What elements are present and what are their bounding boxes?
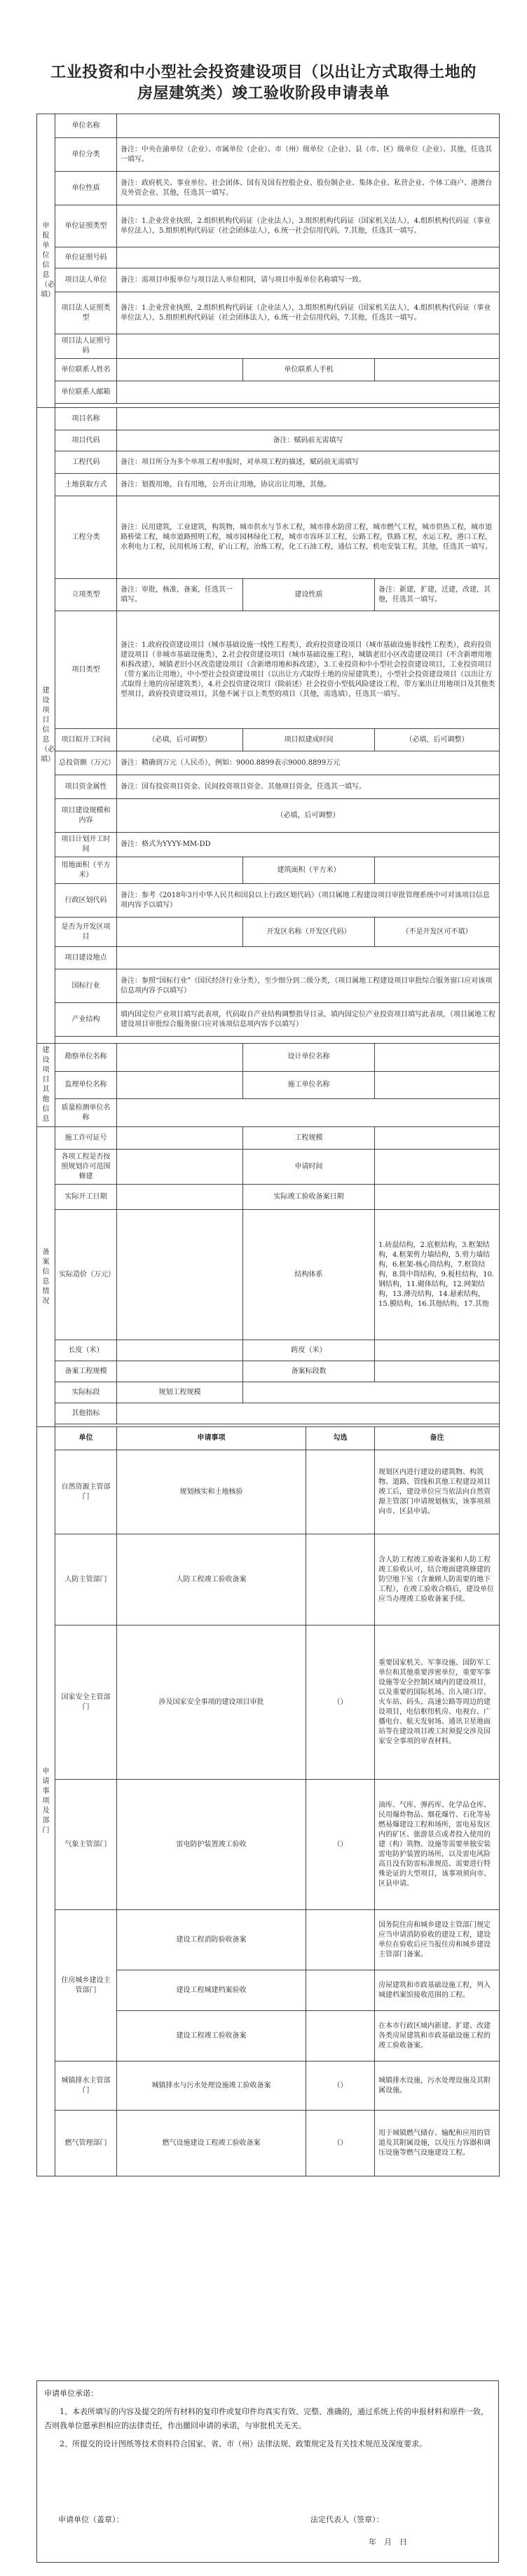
- promise-item-1: 1、本表所填写的内容及提交的所有材料的复印件或复印件均真实有效、完整、准确的，通过系统上传的申报材料和原件一致，否则我单位愿承担相应的法律责任，作出撤回申请的承诺，与审批机关无关。: [44, 2407, 488, 2430]
- structure-note[interactable]: 1.砖混结构，2.底框结构，3.框架结构，4.框架剪力墙结构，5.剪力墙结构，6.框架-核心筒结构，7.框筒结构，8.筒中筒结构，9.板柱结构，10.钢结构，11.砌体结构，12.网架结构，13.薄壳结构，14.悬索结构，15.膜结构，16.其他结构，17.其他: [375, 1210, 500, 1340]
- matter-remark: 房屋建筑和市政基础设施工程，列入城建档案馆接收范围的工程。: [375, 1970, 500, 2011]
- project-code-note[interactable]: 备注：赋码前无需填写: [117, 430, 500, 451]
- matter-remark: 重要国家机关、军事设施、国防军工单位和其他重要涉密单位，重要军事设施等安全控制区域内的建设项目，以及重要的国际机场、出入境口岸、火车站、码头、高速公路等周边的建设项目，电信枢纽机房、电视台、广播电台、航天发射场、通讯卫星地面站等在建设项目竣工时须提交涉及国家安全事项的审查材料。: [375, 1626, 500, 1780]
- finish-acc-field[interactable]: [375, 1185, 500, 1210]
- section-applicant: 申报单位信息（必填）: [37, 114, 55, 408]
- work-type-label: 工程分类: [55, 496, 117, 579]
- promise-heading: 申请单位承诺：: [44, 2389, 98, 2398]
- matter-unit: 国家安全主管部门: [55, 1626, 117, 1780]
- scale-label: 项目建设规模和内容: [55, 799, 117, 833]
- contact-email-label: 单位联系人邮箱: [55, 381, 117, 404]
- section-matters: 申请事项及部门: [37, 1427, 55, 2176]
- proj-type-label: 项目类型: [55, 611, 117, 729]
- quality-label: 质量检测单位名称: [55, 1099, 117, 1127]
- matter-item: 城镇排水与污水处理设施竣工验收备案: [117, 2062, 306, 2111]
- project-name-label: 项目名称: [55, 408, 117, 430]
- invest-label: 总投资额（万元）: [55, 751, 117, 775]
- legal-person-note[interactable]: 备注：需项目申报单位与项目法人单位相同，请与项目申报单位名称填写一致。: [117, 268, 500, 292]
- industry-label: 国标行业: [55, 969, 117, 1003]
- matter-item: 人防工程竣工验收备案: [117, 1534, 306, 1626]
- supervise-field[interactable]: [117, 1071, 243, 1099]
- matter-tick[interactable]: [306, 1970, 375, 2011]
- form-title: 工业投资和中小型社会投资建设项目（以出让方式取得土地的房屋建筑类）竣工验收阶段申请表单: [50, 63, 477, 102]
- rep-sign-label: 法定代表人（签章）：: [310, 2515, 384, 2524]
- length-field[interactable]: [117, 1340, 243, 1361]
- work-scale-field[interactable]: [375, 1127, 500, 1150]
- fund-source-label: 项目资金属性: [55, 775, 117, 799]
- matter-unit: 燃气管理部门: [55, 2111, 117, 2176]
- promise-box: [36, 2380, 499, 2563]
- plan-date-note[interactable]: 备注：格式为YYYY-MM-DD: [117, 833, 500, 857]
- industry-struct-note[interactable]: 填内国定位产业项目填写此表项，代码取自产业结构调整指导目录，填内国定位产业投资项目填写此表项，（项目属地工程建设项目审批综合服务窗口应对该项信息项内容予以填写）: [117, 1003, 500, 1037]
- matter-item: 涉及国家安全事项的建设项目审批: [117, 1626, 306, 1780]
- address-field[interactable]: [117, 947, 500, 969]
- cert-type-note[interactable]: 备注：1.企业营业执照，2.组织机构代码证（企业法人），3.组织机构代码证（国家机关法人），4.组织机构代码证（事业单位法人），5.组织机构代码证（社会团体法人），6.统一社会信用代码，7.其他，任选其一填写。: [117, 205, 500, 247]
- work-scale-label: 工程规模: [243, 1127, 375, 1150]
- cert-no-field[interactable]: [117, 247, 500, 268]
- matter-remark: 在本市行政区域内新建、扩建、改建各类房屋建筑和市政基础设施工程的竣工验收备案。: [375, 2011, 500, 2062]
- lp-cert-no-field[interactable]: [117, 334, 500, 359]
- contact-phone-label: 单位联系人手机: [243, 359, 375, 381]
- matter-tick[interactable]: （）: [306, 2111, 375, 2176]
- project-code-label: 项目代码: [55, 430, 117, 451]
- application-form-table: [36, 114, 500, 2176]
- land-mode-note[interactable]: 备注：划拨用地，自有用地，公开出让用地，协议出让用地，其他。: [117, 474, 500, 496]
- matter-tick[interactable]: [306, 1450, 375, 1534]
- region-note[interactable]: 备注：参考《2018年3月中华人民共和国县以上行政区划代码》（项目属地工程建设项目审批管理系统中可对该项目信息项内容予以填写）: [117, 884, 500, 918]
- unit-name-label: 单位名称: [55, 114, 117, 138]
- promise-item-2: 2、所提交的设计图纸等技术资料符合国家、省、市（州）法律法规、政策规定及有关技术规范及深度要求。: [60, 2439, 427, 2448]
- other-label: 其他指标: [55, 1403, 117, 1424]
- plan-end-field[interactable]: （必填，后可调整）: [375, 729, 500, 751]
- quality-field[interactable]: [117, 1099, 500, 1127]
- matter-unit: 城镇排水主管部门: [55, 2062, 117, 2111]
- matter-tick[interactable]: （）: [306, 2062, 375, 2111]
- survey-field[interactable]: [117, 1044, 243, 1072]
- unit-nature-note[interactable]: 备注：政府机关、事业单位、社会团体、国有及国有控股企业、股份制企业、集体企业、私营企业、个体工商户、港澳台及外资企业、其他，任选其一填写。: [117, 172, 500, 205]
- design-field[interactable]: [375, 1044, 500, 1072]
- matter-item: 燃气设施建设工程竣工验收备案: [117, 2111, 306, 2176]
- section-participants: 建设项目其他信息: [37, 1044, 55, 1127]
- unit-type-note[interactable]: 备注：中央在渝单位（企业）、市属单位（企业）、市（州）级单位（企业）、县（市、区）级单位（企业）、其他，任选其一填写。: [117, 138, 500, 172]
- scale-field[interactable]: （必填，后可调整）: [117, 799, 500, 833]
- matter-tick[interactable]: [306, 1534, 375, 1626]
- contact-name-label: 单位联系人姓名: [55, 359, 117, 381]
- section-filing: 备案信息情况: [37, 1127, 55, 1427]
- matter-unit: 自然资源主管部门: [55, 1450, 117, 1534]
- filing-scale-field[interactable]: [117, 1361, 243, 1382]
- plan-end-label: 项目拟建成时间: [243, 729, 375, 751]
- structure-label: 结构体系: [243, 1210, 375, 1340]
- permit-pre-label: 各项工程是否按照规划许可范围修建: [55, 1150, 117, 1185]
- proj-type-note[interactable]: 备注：1.政府投资建设项目（城市基础设施一线性工程类），政府投资建设项目（城市基础设施非线性工程类），政府投资建设项目（非城市基础设施类），2.社会投资建设项目（城市基础设施工程），城镇老旧小区改造建设项目（不含新增用地和拆改建），城镇老旧小区改造建设项目（含新增用地和拆改建），3.工业投资和中小型社会投资建设项目，工业投资项目（带方案出让用地），中小型社会投资建设项目（以出让方式取得土地的房屋建筑类），小型社会投资建设项目（以出让方式取得土地的房屋建筑类），4.社会投资建设项目（除前述）社会投资小型低风险建设工程，带方案出让用地项目及其他类型项目，政府投资建设项目，其他不属于以上类型的项目（其他，需选填），任选其一填写。: [117, 611, 500, 729]
- matters-head-remark: 备注: [375, 1427, 500, 1450]
- dev-zone-label: 是否为开发区项目: [55, 918, 117, 947]
- matter-item: 规划核实和土地核验: [117, 1450, 306, 1534]
- work-type-note[interactable]: 备注：民用建筑，工业建筑，构筑物，城市供水与节水工程，城市排水防涝工程，城市燃气工程，城市供热工程，城市道路桥梁工程，城市道路照明工程，城市园林绿化工程，城市市容环卫工程，公路工程，铁路工程，水运工程，港口工程，水利电力工程，民用机场工程，矿山工程，治炼工程，化工石油工程，通信工程，机电安装工程，其他，任选其一填写。: [117, 496, 500, 579]
- matter-remark: 规划区内进行建设的建筑物、构筑物、道路、管线和其他工程建设项目竣工后，建设单位应当依法向自然资源主管部门申请规划核实，该事项须向市、区县申请。: [375, 1450, 500, 1534]
- build-type-label: 建设性质: [243, 579, 375, 611]
- std-label: 备案标段数: [243, 1361, 375, 1382]
- filing-scale-label: 备案工程规模: [55, 1361, 117, 1382]
- permit-pre-field[interactable]: [117, 1150, 243, 1185]
- span-field[interactable]: [375, 1340, 500, 1361]
- dev-zone-name-label: 开发区名称（开发区代码）: [243, 918, 375, 947]
- legal-person-label: 项目法人单位: [55, 268, 117, 292]
- matter-remark: 用于城镇燃气储存、输配和应用的管道及其附属设施，以及压力容器和调压设施等燃气设施建设工程。: [375, 2111, 500, 2176]
- work-code-note[interactable]: 备注：项目所分为多个单项工程申报时，对单项工程的描述，赋码前无需填写: [117, 451, 500, 474]
- matter-unit: 住房城乡建设主管部门: [55, 1910, 117, 2062]
- construct-label: 施工单位名称: [243, 1071, 375, 1099]
- section-project: 建设项目信息（必填）: [37, 408, 55, 1044]
- matter-remark: 国务院住房和城乡建设主管部门规定应当申请消防验收的建设工程，建设单位在验收后应当报住房和城乡建设主管部门备案。: [375, 1910, 500, 1970]
- matter-unit: 人防主管部门: [55, 1534, 117, 1626]
- finish-time-label: 实际开工日期: [55, 1185, 117, 1210]
- matter-tick[interactable]: （）: [306, 1626, 375, 1780]
- matter-remark: 油库、气库、弹药库、化学品仓库、民用爆炸物品、烟花爆竹、石化等易燃易爆建设工程和场所，雷电易发区内的矿区、旅游景点或者投入使用的建（构）筑物、设施等需要单独安装雷电防护装置的场所，以及雷电风险高且没有防雷标准规范、需要进行特殊论证的大型项目，该事项须向市、区县申请。: [375, 1780, 500, 1910]
- span-label: 跨度（米）: [243, 1340, 375, 1361]
- finish-acc-label: 实际竣工验收备案日期: [243, 1185, 375, 1210]
- contact-email-field[interactable]: [117, 381, 500, 404]
- build-area-label: 建筑面积（平方米）: [243, 857, 375, 884]
- lp-cert-type-note[interactable]: 备注：1.企业营业执照，2.组织机构代码证（企业法人），3.组织机构代码证（国家机关法人），4.组织机构代码证（事业单位法人），5.组织机构代码证（社会团体法人），6.统一社会信用代码，7.其他，任选其一填写。: [117, 292, 500, 334]
- unit-name-field[interactable]: [117, 114, 500, 138]
- apply-time-label: 申请时间: [243, 1150, 375, 1185]
- land-mode-label: 土地获取方式: [55, 474, 117, 496]
- matters-head-unit: 单位: [55, 1427, 117, 1450]
- build-nature-note[interactable]: 备注：审批，核准，备案，任选其一填写。: [117, 579, 243, 611]
- lp-cert-type-label: 项目法人证照类型: [55, 292, 117, 334]
- land-area-field[interactable]: [117, 857, 243, 884]
- unit-type-label: 单位分类: [55, 138, 117, 172]
- build-nature-label: 立项类型: [55, 579, 117, 611]
- construct-field[interactable]: [375, 1071, 500, 1099]
- matter-remark: 含人防工程竣工验收备案和人防工程竣工验收认可，结合地面建筑修建的防空地下室（含兼顾人防需要的地下工程），在竣工验收合格后，建设单位应当办理竣工验收备案手续。: [375, 1534, 500, 1626]
- matter-remark: 城镇排水设施，污水处理设施及其附属设施。: [375, 2062, 500, 2111]
- matters-head-item: 申请事项: [117, 1427, 306, 1450]
- supervise-label: 监理单位名称: [55, 1071, 117, 1099]
- permit-no-label: 施工许可证号: [55, 1127, 117, 1150]
- build-area-field[interactable]: [375, 857, 500, 884]
- work-code-label: 工程代码: [55, 451, 117, 474]
- matter-tick[interactable]: [306, 1910, 375, 1970]
- address-label: 项目建设地点: [55, 947, 117, 969]
- region-label: 行政区划代码: [55, 884, 117, 918]
- contact-phone-field[interactable]: [375, 359, 500, 381]
- project-name-field[interactable]: [117, 408, 500, 430]
- matter-tick[interactable]: （）: [306, 1780, 375, 1910]
- survey-label: 勘察单位名称: [55, 1044, 117, 1072]
- matter-tick[interactable]: [306, 2011, 375, 2062]
- design-label: 设计单位名称: [243, 1044, 375, 1072]
- actual-std-val: 规划工程规模: [117, 1382, 243, 1403]
- plan-start-label: 项目拟开工时间: [55, 729, 117, 751]
- dev-zone-field[interactable]: [117, 918, 243, 947]
- build-type-note[interactable]: 备注：新建，扩建，迁建，改建，其他，任选其一填写。: [375, 579, 500, 611]
- land-area-label: 用地面积（平方米）: [55, 857, 117, 884]
- plan-start-field[interactable]: （必填，后可调整）: [117, 729, 243, 751]
- industry-struct-label: 产业结构: [55, 1003, 117, 1037]
- actual-std-field[interactable]: [243, 1382, 500, 1403]
- cert-type-label: 单位证照类型: [55, 205, 117, 247]
- matters-head-tick: 勾选: [306, 1427, 375, 1450]
- lp-cert-no-label: 项目法人证照号码: [55, 334, 117, 359]
- invest-note[interactable]: 备注：精确到万元（人民币），例如：9000.8899表示9000.8899万元: [117, 751, 500, 775]
- cost-label: 实际造价（万元）: [55, 1210, 117, 1340]
- cert-no-label: 单位证照号码: [55, 247, 117, 268]
- unit-nature-label: 单位性质: [55, 172, 117, 205]
- fund-source-note[interactable]: 备注：国有投资项目资金、民间投资项目资金、其他项目资金，任选其一填写。: [117, 775, 500, 799]
- sign-date: 年 月 日: [369, 2537, 407, 2547]
- unit-sign-label: 申请单位（盖章）：: [58, 2515, 124, 2524]
- matter-unit: 气象主管部门: [55, 1780, 117, 1910]
- permit-no-field[interactable]: [117, 1127, 243, 1150]
- matter-item: 建设工程竣工验收备案: [117, 2011, 306, 2062]
- matter-item: 建设工程城建档案验收: [117, 1970, 306, 2011]
- apply-time-field[interactable]: [375, 1150, 500, 1185]
- dev-zone-note[interactable]: （不是开发区可不填）: [375, 918, 500, 947]
- finish-time-field[interactable]: [117, 1185, 243, 1210]
- matter-item: 建设工程消防验收备案: [117, 1910, 306, 1970]
- plan-date-label: 项目计划开工时间: [55, 833, 117, 857]
- cost-field[interactable]: [117, 1210, 243, 1340]
- actual-std-label: 实际标段: [55, 1382, 117, 1403]
- std-field[interactable]: [375, 1361, 500, 1382]
- contact-name-field[interactable]: [117, 359, 243, 381]
- matter-item: 雷电防护装置竣工验收: [117, 1780, 306, 1910]
- length-label: 长度（米）: [55, 1340, 117, 1361]
- other-field[interactable]: [117, 1403, 500, 1424]
- industry-note[interactable]: 备注：参照“国标行业”（国民经济行业分类），至少细分到二级分类，（项目属地工程建设项目审批综合服务窗口应对该项信息项内容予以填写）: [117, 969, 500, 1003]
